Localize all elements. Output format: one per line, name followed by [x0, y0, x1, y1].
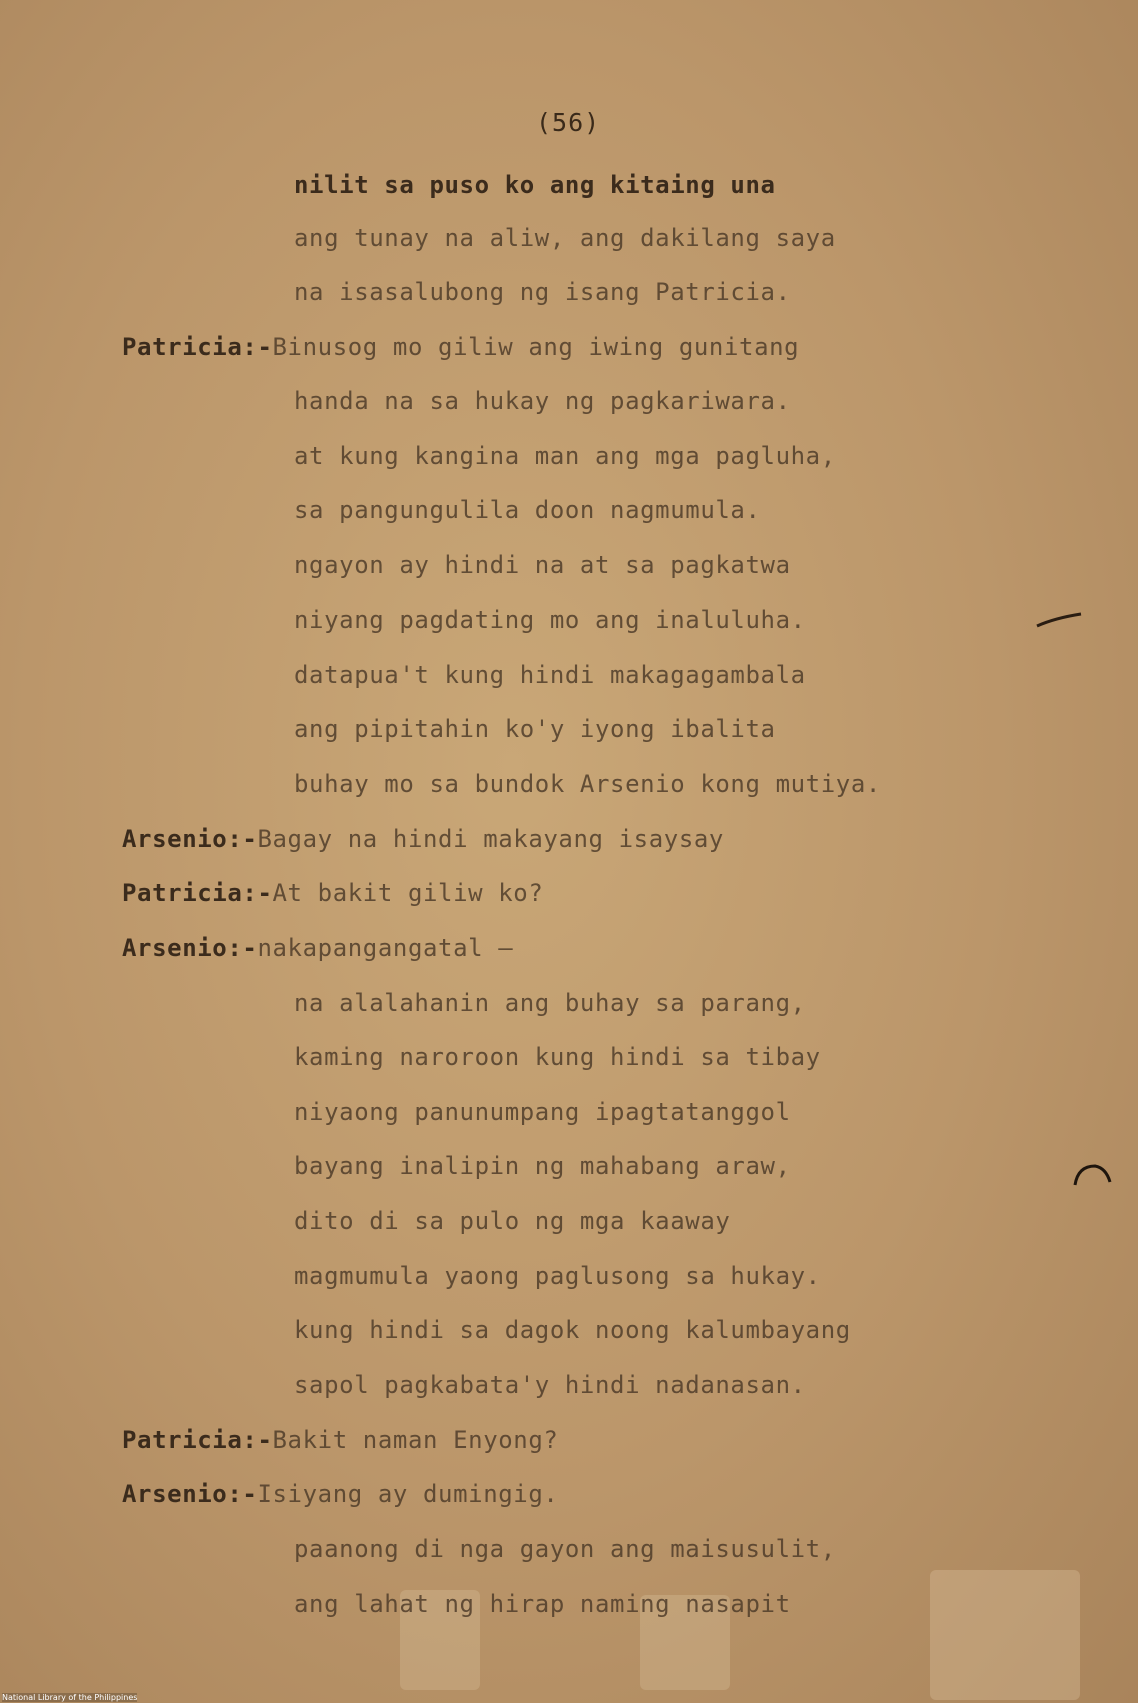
text-line [294, 277, 791, 307]
text-line [294, 1370, 806, 1400]
verse-text: bayang inalipin ng mahabang araw, [294, 1152, 791, 1180]
verse-text: ngayon ay hindi na at sa pagkatwa [294, 551, 791, 579]
verse-text: nilit sa puso ko ang kitaing una [294, 171, 776, 199]
text-line [294, 441, 836, 471]
verse-text: ang lahat ng hirap naming nasapit [294, 1590, 791, 1618]
verse-text: at kung kangina man ang mga pagluha, [294, 442, 836, 470]
verse-text: At bakit giliw ko? [272, 879, 544, 907]
text-line [294, 605, 806, 635]
verse-text: Bakit naman Enyong? [272, 1426, 559, 1454]
text-line [294, 1042, 821, 1072]
text-line [122, 824, 724, 854]
verse-text: handa na sa hukay ng pagkariwara. [294, 387, 791, 415]
speaker-label: Patricia:- [122, 333, 273, 361]
text-line [122, 878, 543, 908]
verse-text: kaming naroroon kung hindi sa tibay [294, 1043, 821, 1071]
paper-stain [930, 1570, 1080, 1700]
speaker-label: Arsenio:- [122, 1480, 258, 1508]
speaker-label: Patricia:- [122, 879, 273, 907]
text-line [294, 223, 836, 253]
verse-text: nakapangangatal — [257, 934, 514, 962]
text-line [294, 1589, 791, 1619]
text-line [294, 1315, 851, 1345]
text-line [294, 988, 806, 1018]
text-line [122, 1425, 558, 1455]
text-line [294, 1261, 821, 1291]
speaker-label: Arsenio:- [122, 825, 258, 853]
verse-text: na alalahanin ang buhay sa parang, [294, 989, 806, 1017]
page-number: (56) [536, 108, 601, 137]
text-line [294, 1097, 791, 1127]
text-line [294, 170, 776, 200]
text-line [122, 1479, 558, 1509]
pen-mark [1035, 610, 1085, 630]
verse-text: magmumula yaong paglusong sa hukay. [294, 1262, 821, 1290]
text-line [294, 495, 761, 525]
text-line [294, 386, 791, 416]
verse-text: sapol pagkabata'y hindi nadanasan. [294, 1371, 806, 1399]
verse-text: Isiyang ay dumingig. [257, 1480, 559, 1508]
text-line [294, 1151, 791, 1181]
verse-text: paanong di nga gayon ang maisusulit, [294, 1535, 836, 1563]
text-line [122, 933, 513, 963]
verse-text: ang tunay na aliw, ang dakilang saya [294, 224, 836, 252]
verse-text: datapua't kung hindi makagagambala [294, 661, 806, 689]
verse-text: buhay mo sa bundok Arsenio kong mutiya. [294, 770, 881, 798]
verse-text: sa pangungulila doon nagmumula. [294, 496, 761, 524]
verse-text: Binusog mo giliw ang iwing gunitang [272, 333, 800, 361]
verse-text: Bagay na hindi makayang isaysay [257, 825, 724, 853]
text-line [294, 714, 776, 744]
text-line [294, 769, 881, 799]
verse-text: niyang pagdating mo ang inaluluha. [294, 606, 806, 634]
verse-text: kung hindi sa dagok noong kalumbayang [294, 1316, 851, 1344]
text-line [294, 550, 791, 580]
text-line [294, 660, 806, 690]
text-line [122, 332, 799, 362]
pen-mark [1070, 1160, 1115, 1190]
footer-credit: National Library of the Philippines [2, 1693, 138, 1702]
speaker-label: Patricia:- [122, 1426, 273, 1454]
verse-text: dito di sa pulo ng mga kaaway [294, 1207, 731, 1235]
verse-text: niyaong panunumpang ipagtatanggol [294, 1098, 791, 1126]
speaker-label: Arsenio:- [122, 934, 258, 962]
text-line [294, 1206, 730, 1236]
text-line [294, 1534, 836, 1564]
verse-text: na isasalubong ng isang Patricia. [294, 278, 791, 306]
verse-text: ang pipitahin ko'y iyong ibalita [294, 715, 776, 743]
